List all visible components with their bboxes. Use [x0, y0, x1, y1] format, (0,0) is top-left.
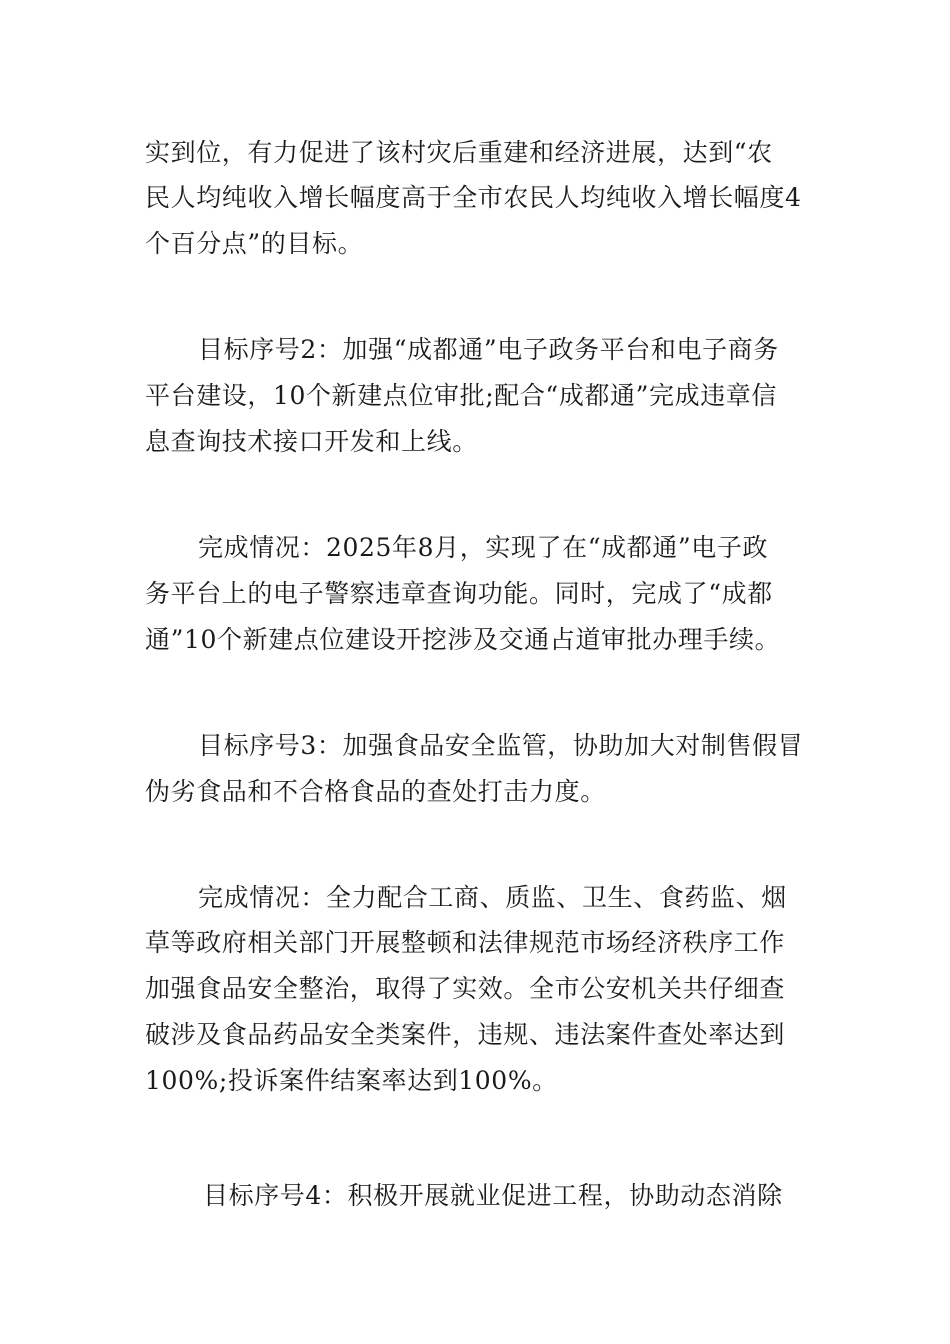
paragraph-line: 完成情况：2025年8月，实现了在“成都通”电子政: [198, 533, 769, 562]
paragraph-line: 破涉及食品药品安全类案件，违规、违法案件查处率达到: [145, 1020, 786, 1049]
paragraph-line: 务平台上的电子警察违章查询功能。同时，完成了“成都: [145, 579, 773, 608]
paragraph-line: 个百分点”的目标。: [145, 229, 364, 258]
paragraph-line: 息查询技术接口开发和上线。: [145, 427, 478, 456]
paragraph-line: 通”10个新建点位建设开挖涉及交通占道审批办理手续。: [145, 625, 781, 654]
paragraph-line: 完成情况：全力配合工商、质监、卫生、食药监、烟: [198, 883, 787, 912]
paragraph-line: 目标序号2：加强“成都通”电子政务平台和电子商务: [198, 335, 779, 364]
paragraph-line: 加强食品安全整治，取得了实效。全市公安机关共仔细查: [145, 974, 786, 1003]
paragraph-line: 民人均纯收入增长幅度高于全市农民人均纯收入增长幅度4: [145, 183, 802, 212]
paragraph-line: 100%;投诉案件结案率达到100%。: [145, 1066, 558, 1095]
paragraph-line: 目标序号4：积极开展就业促进工程，协助动态消除: [203, 1181, 783, 1210]
paragraph-line: 草等政府相关部门开展整顿和法律规范市场经济秩序工作: [145, 928, 786, 957]
paragraph-line: 实到位，有力促进了该村灾后重建和经济进展，达到“农: [145, 138, 773, 167]
paragraph-line: 平台建设，10个新建点位审批;配合“成都通”完成违章信: [145, 381, 777, 410]
paragraph-line: 目标序号3：加强食品安全监管，协助加大对制售假冒: [198, 731, 804, 760]
paragraph-line: 伪劣食品和不合格食品的查处打击力度。: [145, 777, 606, 806]
